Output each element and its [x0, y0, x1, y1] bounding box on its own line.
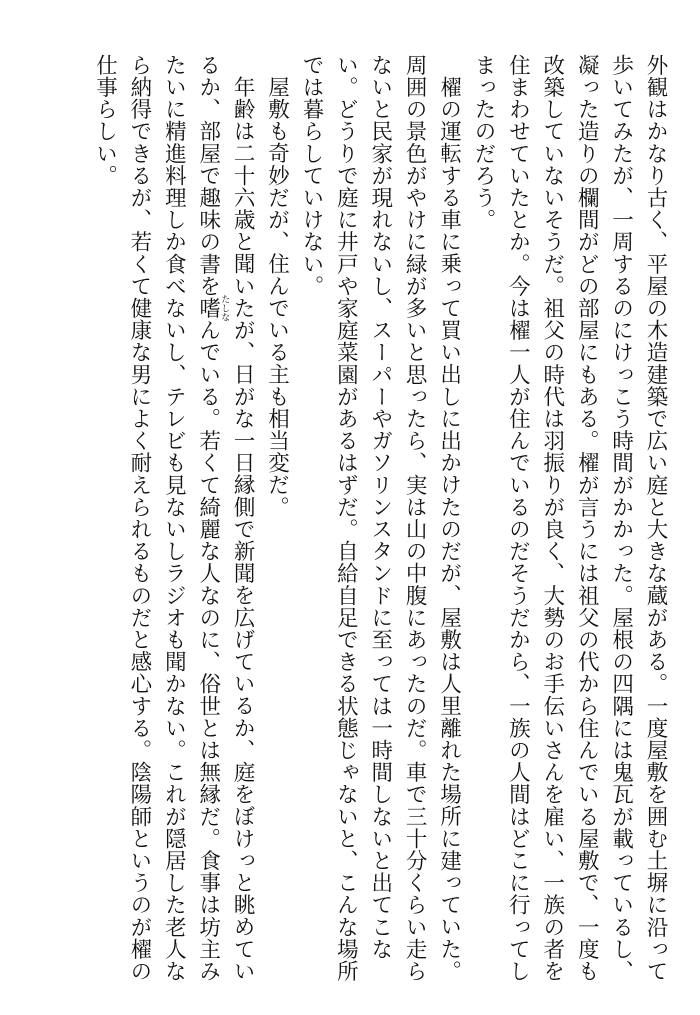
paragraph-2-text: 櫂の運転する車に乗って買い出しに出かけたのだが、屋敷は人里離れた場所に建っていた。周囲の景色がやけに緑が多いと思ったら、実は山の中腹にあったのだ。車で三十分くらい走らないと民家が現れないし、スーパーやガソリンスタンドに至っては一時間しないと出てこない。どうりで庭に井戸や家庭菜園があるはずだ。自給自足できる状態じゃないと、こんな場所では暮らしていけない。 — [298, 54, 462, 983]
ruby-base: 嗜 — [195, 294, 221, 322]
paragraph-1-text: 外観はかなり古く、平屋の木造建築で広い庭と大きな蔵がある。一度屋敷を囲む土塀に沿って歩いてみたが、一周するのにけっこう時間がかかった。屋根の四隅には鬼瓦が載っているし、凝った造りの欄間がどの部屋にもある。櫂が言うには祖父の代から住んでいる屋敷で、一度も改築していないそうだ。祖父の時代は羽振りが良く、大勢のお手伝いさんを雇い、一族の者を住まわせていたとか。今は櫂一人が住んでいるのだそうだから、一族の人間はどこに行ってしまったのだろう。 — [470, 54, 668, 983]
paragraph-4-text-b: んでいる。若くて綺麗な人なのに、俗世とは無縁だ。食事は坊主みたいに精進料理しか食べないし、テレビも見ないしラジオも聞かない。これが隠居した老人なら納得できるが、若くて健康な男によく耐えられるものだと感心する。陰陽師というのが櫂の仕事らしい。 — [92, 54, 221, 983]
vertical-text-body — [87, 54, 672, 989]
ruby-tashina — [195, 294, 230, 322]
paragraph-3-text: 屋敷も奇妙だが、住んでいる主も相当変だ。 — [264, 75, 290, 518]
paragraph-3 — [259, 54, 293, 989]
paragraph-4-text-a: 年齢は二十六歳と聞いたが、日がな一日縁側で新聞を広げているか、庭をぼけっと眺めているか、部屋で趣味の書を — [195, 54, 256, 982]
paragraph-2 — [294, 54, 466, 989]
paragraph-4 — [87, 54, 259, 989]
paragraph-1 — [466, 54, 672, 989]
ruby-reading: たしな — [219, 294, 230, 322]
